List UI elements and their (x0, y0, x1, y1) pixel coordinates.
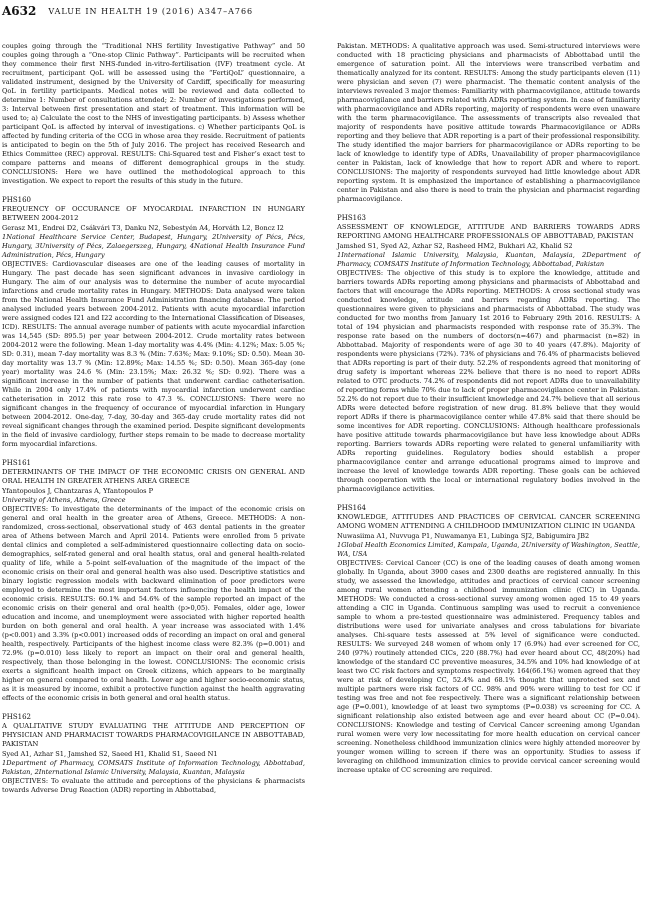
left-column (2, 42, 305, 802)
abstract-title: FREQUENCY OF OCCURANCE OF MYOCARDIAL INFARCTION IN HUNGARY BETWEEN 2004-2012 (2, 205, 305, 222)
abstract-title: A QUALITATIVE STUDY EVALUATING THE ATTITUDE AND PERCEPTION OF PHYSICIAN AND PHARMACIST TOWARDS PHARMACOVIGILANCE IN ABBOTTABAD, PAKISTAN (2, 722, 305, 748)
abstract-id: PHS163 (337, 214, 366, 222)
abstract-phs164 (337, 504, 640, 775)
abstract-title: ASSESSMENT OF KNOWLEDGE, ATTITUDE AND BARRIERS TOWARDS ADRS REPORTING AMONG HEALTHCARE PROFESSIONALS OF ABBOTTABAD, PAKISTAN (337, 223, 640, 240)
abstract-phs162 (2, 713, 305, 795)
page-header (2, 3, 644, 19)
page-number: A632 (2, 4, 37, 18)
abstract-authors: Yfantopoulos J, Chantzaras A, Yfantopoulos P (2, 487, 154, 495)
abstract-body: OBJECTIVES: Cardiovascular diseases are one of the leading causes of mortality in Hungary. The past decade has seen significant advances in invasive cardiology in Hungary. The aim of our analysis was to determine the number of acute myocardial infarctions and crude mortality rates in Hungary. METHODS: Data analysed were taken from the National Health Insurance Fund Administration financing database. The period analysed included years between 2004-2012. Patients with acute myocardial infarction were assigned codes I21 and I22 according to the International Classification of Diseases, ICD). RESULTS: The annual average number of patients with acute myocardial infarction was 14,545 (SD: 895.5) per year between 2004-2012. Crude mortality rates between 2004-2012 were the following. Mean 1-day mortality was 4.4% (Min: 4.12%; Max: 5.05 %; SD: 0.31), mean 7-day mortality was 8.3 % (Min: 7.63%; Max: 9.10%; SD: 0.50). Mean 30-day mortality was 13.7 % (Min: 12.89%; Max: 14.55 %; SD: 0.50). Mean 365-day (one year) mortality was 24.6 % (Min: 23.15%; Max: 26.32 %; SD: 0.92). There was a significant increase in the number of patients that underwent cardiac catheterisation. While in 2004 only 17.4% of patients with myocardial infarction underwent cardiac catheterisation in 2012 this rate rose to 47.3 %. CONCLUSIONS: There were no significant changes in the frequency of occurance of myocardial infarction in Hungary between 2004-2012. One-day, 7-day, 30-day and 365-day crude mortality rates did not reveal significant changes through the examined period. Despite significant developments in the field of invasive cardiology, further steps remain to be made to decrease mortality form myocardial infarctions. (2, 260, 305, 448)
abstract-body: OBJECTIVES: Cervical Cancer (CC) is one of the leading causes of death among women globally. In Uganda, about 3900 cases and 2300 deaths are registered annually. In this study, we assessed the knowledge, attitudes and practices of cervical cancer screening among rural women attending a childhood immunization clinic (CIC) in Uganda. METHODS: We conducted a cross-sectional survey among women aged 15 to 49 years attending a CIC in Uganda. Continuous sampling was used to recruit a convenience sample to whom a pre-tested questionnaire was administered. Frequency tables and distributions were used for univariate analyses and cross tabulations for bivariate analyses. Chi-square tests assessed at 5% level of significance were conducted. RESULTS: We surveyed 248 women of whom only 17 (6.9%) had ever screened for CC, 240 (97%) routinely attended CICs, 220 (88.7%) had ever heard about CC, 48(20%) had knowledge of the standard CC preventive measures, 34.5% and 10% had knowledge of at least two CC risk factors and symptoms respectively. 164(66.1%) women agreed that they were at risk of developing CC, 52.4% and 68.1% thought that unprotected sex and multiple partners were risk factors of CC. 98% and 90% were willing to test for CC if testing was free and not fee respectively. There was a significant relationship between age (P=0.001), knowledge of at least two symptoms (P=0.038) vs screening for CC. A significant relationship also existed between age and ever heard about CC (P=0.04). CONCLUSIONS: Knowledge and testing of Cervical Cancer screening among Ugandan rural women were very low necessitating for more health education on cervical cancer screening. Nonetheless childhood immunization clinics were highly attended moreover by younger women willing to screen if there was an opportunity. Studies to assess if leveraging on childhood immunization clinics to provide cervical cancer screening would increase uptake of CC screening are required. (337, 559, 640, 774)
abstract-affiliations: University of Athens, Athens, Greece (2, 496, 126, 504)
abstract-authors: Nuwasiima A1, Nuvvuga P1, Nuwamanya E1, Lubinga SJ2, Babigumira JB2 (337, 532, 590, 540)
abstract-affiliations: 1Global Health Economics Limited, Kampala, Uganda, 2University of Washington, Seattle, WA, USA (337, 541, 640, 558)
abstract-phs161 (2, 459, 305, 703)
abstract-authors: Gerasz M1, Endrei D2, Csákvári T3, Danku N2, Sebestyén A4, Horváth L2, Boncz I2 (2, 224, 284, 232)
abstract-id: PHS164 (337, 504, 366, 512)
abstract-body: OBJECTIVES: The objective of this study is to explore the knowledge, attitude and barriers towards ADRs reporting among physicians and pharmacists of Abbottabad and factors that will encourage the ADRs reporting. METHODS: A cross sectional study was conducted knowledge, attitude and barriers regarding ADRs reporting. The questionnaires were given to physicians and pharmacists of Abbottabad. The study was conducted for two months from January 1st 2016 to February 29th 2016. RESULTS: A total of 194 physician and pharmacists responded with response rate of 35.3%. The response rate based on the numbers of doctors(n=467) and pharmacist (n=82) in Abbottabad. Majority of respondents were of age 30 to 40 years (47.8%). Majority of respondents were physicians (72%). 73% of physicians and 76.4% of pharmacists believed that ADRs reporting is part of their duty. 52.2% of respondents agreed that monitoring of drug safety is important whereas 22% believe that there is no need to report ADRs related to OTC products. 74.2% of respondents did not report ADRs due to unavailability of reporting forms while 70% due to lack of proper pharmacovigilance center in Pakistan. 52.2% do not report due to their insufficient knowledge and 24.7% believe that all serious ADRs were detected before registration of new drug. 81.8% believe that they would report ADRs if there is pharmacovigilance center while 47.8% said that there should be some incentives for ADR reporting. CONCLUSIONS: Although healthcare professionals have positive attitude towards pharmacovigilance but have less knowledge about ADRs reporting. Barriers towards ADRs reporting were related to general unfamiliarity with ADRs reporting guidelines. Regulatory bodies should establish a proper pharmacovigilance center and arrange educational programs aimed to improve and increase the level of knowledge towards ADR reporting. These goals can be achieved through cooperation with the local or international regulatory bodies involved in the pharmacovigilance activities. (337, 269, 640, 493)
abstract-id: PHS161 (2, 459, 31, 467)
abstract-phs163 (337, 214, 640, 494)
continued-text: Pakistan. METHODS: A qualitative approach was used. Semi-structured interviews were conducted with 18 practicing physicians and pharmacists of Abbottabad until the emergence of saturation point. All the interviews were transcribed verbatim and thematically analyzed for its content. RESULTS: Among the study participants eleven (11) were physician and seven (7) were pharmacist. The thematic content analysis of the interviews revealed 3 major themes: Familiarity with pharmacovigilance, attitude towards pharmacovigilance and barriers related with ADRs reporting system. In case of familiarity with pharmacovigilance and ADRs reporting, majority of respondents were even unaware with the term pharmacovigilance. The assessments of transcripts also revealed that majority of respondents have positive attitude towards Pharmacovigilance or ADRs reporting and they believe that ADR reporting is a part of their professional responsibility. The study identified the major barriers for pharmacovigilance or ADRs reporting to be lack of knowledge to identify type of ADRs, Unavailability of proper pharmacovigilance center in Pakistan, lack of knowledge that how to report ADR and where to report. CONCLUSIONS: The majority of respondents surveyed had little knowledge about ADR reporting system. It is emphasized the importance of establishing a pharmacovigilance center in Pakistan and also there is need to train the physician and pharmacist regarding pharmacovigilance. (337, 42, 640, 203)
right-column (337, 42, 640, 782)
continued-text: couples going through the “Traditional NHS fertility Investigative Pathway” and 50 couples going through a “One-stop Clinic Pathway”. Participants will be recruited when they commence their first NHS-funded in-vitro-fertilisation (IVF) treatment cycle. At recruitment, participant QoL will be assessed using the “FertiQoL” questionnaire, a validated instrument, designed by the University of Cardiff, specifically for measuring QoL in fertility participants. Medical notes will be reviewed and data collected to determine 1: Number of consultations attended; 2: Number of investigations performed, 3: Interval between first presentation and start of treatment. This information will be used to; a) Calculate the cost to the NHS of investigating participants. b) Assess whether participant QoL is affected by interval of investigations. c) Whether participants QoL is affected by funding criteria of the CCG in whose area they reside. Recruitment of patients is anticipated to begin on the 5th of July 2016. The project has received Research and Ethics Committee (REC) approval. RESULTS: Chi-Squared test and Fisher’s exact test to compare patterns and means of different demographical groups in the study. CONCLUSIONS: Here we have outlined the methodological approach to this investigation. We expect to report the results of this study in the future. (2, 42, 305, 185)
abstract-body: OBJECTIVES: To investigate the determinants of the impact of the economic crisis on general and oral health in the greater area of Athens, Greece. METHODS: A non-randomized, cross-sectional, observational study of 463 dental patients in the greater area of Athens between March and April 2014. Patients were enrolled from 5 private dental clinics and completed a self-administered questionnaire collecting data on socio-demographics, self-rated general and oral health status, oral and general health-related quality of life, while a 5-point self-evaluation of the magnitude of the impact of the economic crisis on their oral and general health was also used. Descriptive statistics and binary logistic regression models with backward elimination of poor predictors were employed to determine the most important factors influencing the health impact of the economic crisis. RESULTS: 60.1% and 54.6% of the sample reported an impact of the economic crisis on their general and oral health (p>0,05). Females, older age, lower education and income, and unemployment were associated with higher reported health burden on both general and oral health. A year increase was associated with 1.4% (p<0.001) and 3.3% (p<0.001) increased odds of recording an impact on oral and general health, respectively. Participants of the highest income class were 82.3% (p=0.001) and 72.9% (p=0.010) less likely to report an impact on their oral and general health, respectively, than those belonging in the lowest. CONCLUSIONS: The economic crisis exerts a significant health impact on Greek citizens, which appears to be marginally higher on general compared to oral health. Lower age and higher socio-economic status, as it is measured by income, exhibit a protective function against the health aggravating effects of the economic crisis in both general and oral health status. (2, 505, 305, 702)
abstract-title: DETERMINANTS OF THE IMPACT OF THE ECONOMIC CRISIS ON GENERAL AND ORAL HEALTH IN GREATER ATHENS AREA GREECE (2, 468, 305, 485)
abstract-phs160 (2, 196, 305, 449)
abstract-authors: Jamshed S1, Syed A2, Azhar S2, Rasheed HM2, Bukhari A2, Khalid S2 (337, 242, 573, 250)
abstract-id: PHS160 (2, 196, 31, 204)
abstract-title: KNOWLEDGE, ATTITUDES AND PRACTICES OF CERVICAL CANCER SCREENING AMONG WOMEN ATTENDING A CHILDHOOD IMMUNIZATION CLINIC IN UGANDA (337, 513, 640, 530)
abstract-id: PHS162 (2, 713, 31, 721)
abstract-affiliations: 1International Islamic University, Malaysia, Kuantan, Malaysia, 2Department of Pharmacy, COMSATS Institute of Information Technology, Abbottabad, Pakistan (337, 251, 640, 268)
abstract-body: OBJECTIVES: To evaluate the attitude and perceptions of the physicians & pharmacists towards Adverse Drug Reaction (ADR) reporting in Abbottabad, (2, 777, 305, 794)
abstract-authors: Syed A1, Azhar S1, Jamshed S2, Saeed H1, Khalid S1, Saeed N1 (2, 750, 218, 758)
abstract-affiliations: 1National Healthcare Service Center, Budapest, Hungary, 2University of Pécs, Pécs, Hungary, 3University of Pécs, Zalaegerszeg, Hungary, 4National Health Insurance Fund Administration, Pécs, Hungary (2, 233, 305, 259)
journal-title: VALUE IN HEALTH 19 (2016) A347–A766 (48, 6, 254, 16)
abstract-affiliations: 1Department of Pharmacy, COMSATS Institute of Information Technology, Abbottabad, Pakistan, 2International Islamic University, Malaysia, Kuantan, Malaysia (2, 759, 305, 776)
